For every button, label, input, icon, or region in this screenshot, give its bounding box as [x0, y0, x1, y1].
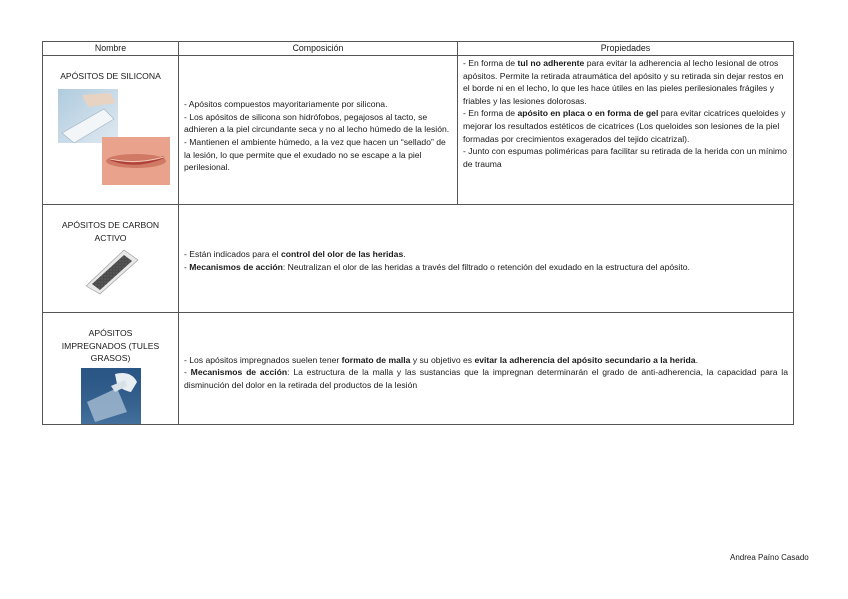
carbon-dressing-image: [80, 248, 142, 296]
header-composicion: Composición: [179, 42, 458, 56]
silicone-dressing-image: [52, 89, 170, 185]
header-row: [43, 42, 794, 56]
description-cell: [179, 313, 794, 425]
properties-cell: [458, 56, 794, 205]
description-line: - Mecanismos de acción: La estructura de la malla y las sustancias que la impregnan determinarán el grado de anti-adherencia, la capacidad para la disminución del dolor en la retirada del productos de la lesión: [184, 367, 788, 390]
table-row: [43, 56, 794, 205]
dressings-table: [42, 41, 794, 425]
row-name-cell: [43, 313, 179, 425]
description-line: - Los apósitos impregnados suelen tener formato de malla y su objetivo es evitar la adherencia del apósito secundario a la herida.: [184, 354, 698, 365]
row-name: APÓSITOS DE CARBON ACTIVO: [61, 220, 160, 243]
property-item: - En forma de apósito en placa o en forma de gel para evitar cicatrices queloides y mejorar los resultados estéticos de cicatrices (Los queloides son lesiones de la piel formadas por crecimientos exagerados del tejido cicatrizal).: [463, 108, 786, 144]
composition-cell: [179, 56, 458, 205]
row-name: APÓSITOS DE SILICONA: [60, 71, 161, 81]
description-line: - Están indicados para el control del olor de las heridas.: [184, 248, 406, 259]
row-name: APÓSITOS IMPREGNADOS (TULES GRASOS): [61, 328, 160, 364]
description-cell: [179, 205, 794, 313]
composition-line: - Los apósitos de silicona son hidrófobos, pegajosos al tacto, se adhieren a la piel circundante seca y no al lecho húmedo de la lesión.: [184, 111, 450, 135]
property-item: - Junto con espumas poliméricas para facilitar su retirada de la herida con un mínimo de trauma: [463, 146, 787, 169]
description-line: - Mecanismos de acción: Neutralizan el olor de las heridas a través del filtrado o retención del exudado en la estructura del apósito.: [184, 261, 690, 272]
header-propiedades: Propiedades: [458, 42, 794, 56]
row-name-cell: [43, 205, 179, 313]
table-row: [43, 313, 794, 425]
header-nombre: Nombre: [43, 42, 179, 56]
impregnated-dressing-image: [81, 368, 141, 424]
composition-line: - Apósitos compuestos mayoritariamente por silicona.: [184, 99, 388, 110]
property-item: - En forma de tul no adherente para evitar la adherencia al lecho lesional de otros apósitos. Permite la retirada atraumática del apósito y su retirada sin dejar restos en el borde ni en el lecho, lo que les hace útiles en las pieles perilesionales frágiles y friables y las lesiones dolorosas.: [463, 58, 784, 106]
table-row: [43, 205, 794, 313]
row-name-cell: [43, 56, 179, 205]
author-footer: Andrea Paíno Casado: [730, 553, 809, 562]
composition-line: - Mantienen el ambiente húmedo, a la vez que hacen un “sellado” de la lesión, lo que permite que el exudado no se escape a la piel perilesional.: [184, 137, 446, 173]
